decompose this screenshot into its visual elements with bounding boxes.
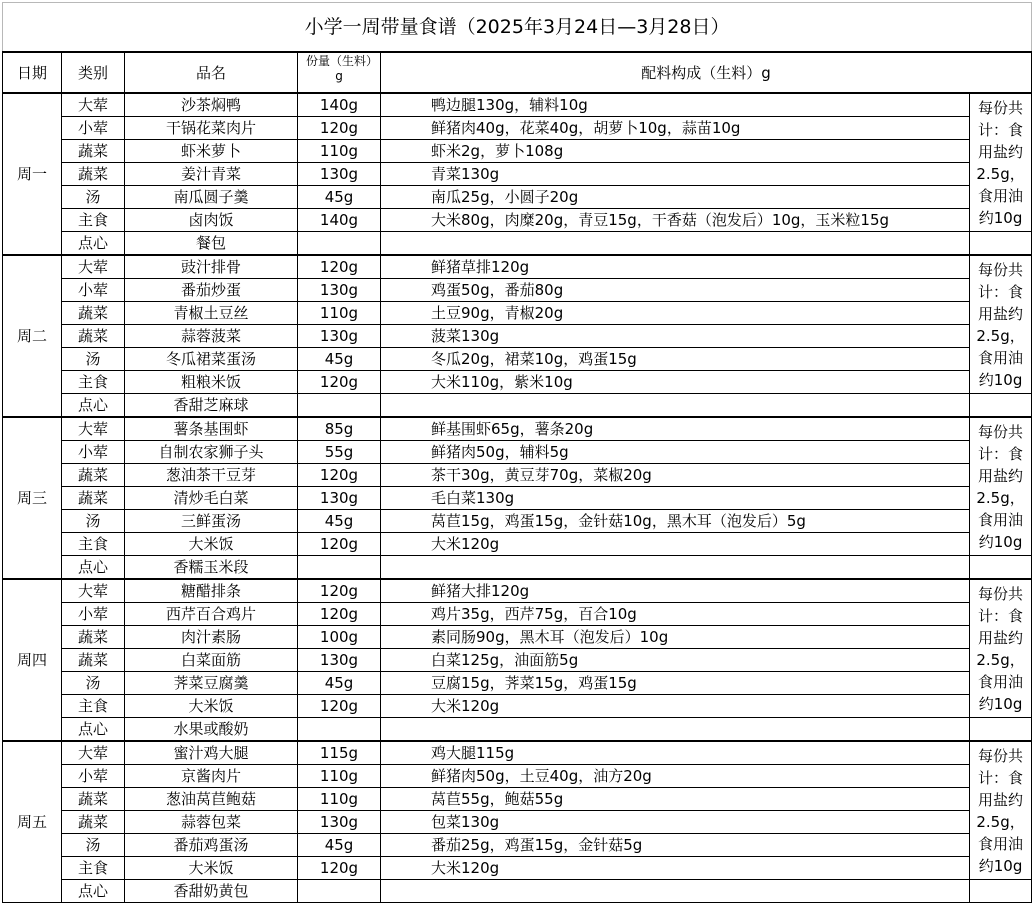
- category-cell: 点心: [62, 718, 125, 742]
- ingredients-cell: [381, 880, 970, 903]
- dish-cell: 大米饭: [125, 857, 298, 880]
- dish-cell: 冬瓜裙菜蛋汤: [125, 348, 298, 371]
- ingredients-cell: 菠菜130g: [381, 325, 970, 348]
- category-cell: 大荤: [62, 579, 125, 603]
- dish-cell: 葱油莴苣鲍菇: [125, 788, 298, 811]
- category-cell: 蔬菜: [62, 788, 125, 811]
- day-label: 周二: [3, 255, 62, 417]
- nutrition-note: 每份共计：食用盐约2.5g，食用油约10g: [970, 93, 1032, 232]
- table-row: [3, 695, 1032, 718]
- header-category: 类别: [62, 52, 125, 93]
- amount-cell: 130g: [298, 487, 381, 510]
- table-row: [3, 649, 1032, 672]
- category-cell: 大荤: [62, 741, 125, 765]
- ingredients-cell: 鲜猪肉40g，花菜40g，胡萝卜10g，蒜苗10g: [381, 117, 970, 140]
- ingredients-cell: 毛白菜130g: [381, 487, 970, 510]
- amount-cell: 130g: [298, 649, 381, 672]
- table-row: [3, 186, 1032, 209]
- table-row: [3, 371, 1032, 394]
- amount-cell: 55g: [298, 441, 381, 464]
- empty-cell: [970, 232, 1032, 256]
- ingredients-cell: 鲜猪肉50g，辅料5g: [381, 441, 970, 464]
- category-cell: 大荤: [62, 417, 125, 441]
- dish-cell: 虾米萝卜: [125, 140, 298, 163]
- amount-cell: [298, 718, 381, 742]
- category-cell: 大荤: [62, 255, 125, 279]
- table-row: [3, 788, 1032, 811]
- table-row: [3, 765, 1032, 788]
- amount-cell: 45g: [298, 186, 381, 209]
- header-dish: 品名: [125, 52, 298, 93]
- table-row: [3, 533, 1032, 556]
- category-cell: 点心: [62, 232, 125, 256]
- amount-cell: 100g: [298, 626, 381, 649]
- category-cell: 汤: [62, 834, 125, 857]
- ingredients-cell: 鸭边腿130g，辅料10g: [381, 93, 970, 117]
- ingredients-cell: 鸡蛋50g，番茄80g: [381, 279, 970, 302]
- ingredients-cell: 鲜猪草排120g: [381, 255, 970, 279]
- amount-cell: 130g: [298, 279, 381, 302]
- ingredients-cell: 大米80g，肉糜20g，青豆15g，干香菇（泡发后）10g，玉米粒15g: [381, 209, 970, 232]
- ingredients-cell: 鸡片35g，西芹75g，百合10g: [381, 603, 970, 626]
- amount-cell: [298, 880, 381, 903]
- category-cell: 汤: [62, 672, 125, 695]
- ingredients-cell: 素同肠90g，黑木耳（泡发后）10g: [381, 626, 970, 649]
- category-cell: 蔬菜: [62, 811, 125, 834]
- amount-cell: 120g: [298, 464, 381, 487]
- ingredients-cell: 莴苣55g，鲍菇55g: [381, 788, 970, 811]
- amount-cell: 85g: [298, 417, 381, 441]
- dish-cell: 蜜汁鸡大腿: [125, 741, 298, 765]
- empty-cell: [970, 556, 1032, 580]
- table-row: [3, 857, 1032, 880]
- ingredients-cell: 大米120g: [381, 857, 970, 880]
- category-cell: 大荤: [62, 93, 125, 117]
- empty-cell: [970, 394, 1032, 418]
- nutrition-note: 每份共计：食用盐约2.5g，食用油约10g: [970, 255, 1032, 394]
- table-row: [3, 626, 1032, 649]
- amount-cell: 110g: [298, 788, 381, 811]
- table-row: [3, 140, 1032, 163]
- table-row: [3, 325, 1032, 348]
- table-row: [3, 163, 1032, 186]
- amount-cell: 110g: [298, 140, 381, 163]
- table-row: [3, 741, 1032, 765]
- dish-cell: 香甜奶黄包: [125, 880, 298, 903]
- category-cell: 汤: [62, 510, 125, 533]
- dish-cell: 沙茶焖鸭: [125, 93, 298, 117]
- dish-cell: 自制农家狮子头: [125, 441, 298, 464]
- category-cell: 小荤: [62, 441, 125, 464]
- dish-cell: 姜汁青菜: [125, 163, 298, 186]
- ingredients-cell: 包菜130g: [381, 811, 970, 834]
- table-row: [3, 811, 1032, 834]
- amount-cell: 130g: [298, 163, 381, 186]
- dish-cell: 干锅花菜肉片: [125, 117, 298, 140]
- category-cell: 汤: [62, 348, 125, 371]
- dish-cell: 大米饭: [125, 533, 298, 556]
- category-cell: 蔬菜: [62, 626, 125, 649]
- ingredients-cell: [381, 556, 970, 580]
- category-cell: 小荤: [62, 603, 125, 626]
- table-row: [3, 603, 1032, 626]
- category-cell: 汤: [62, 186, 125, 209]
- amount-cell: 120g: [298, 371, 381, 394]
- dish-cell: 三鲜蛋汤: [125, 510, 298, 533]
- table-row: [3, 579, 1032, 603]
- ingredients-cell: 鲜猪大排120g: [381, 579, 970, 603]
- table-row: [3, 464, 1032, 487]
- table-row: [3, 672, 1032, 695]
- ingredients-cell: 鲜基围虾65g，薯条20g: [381, 417, 970, 441]
- category-cell: 小荤: [62, 765, 125, 788]
- header-amount-text: 份量（生料）g: [305, 54, 372, 83]
- table-row: [3, 348, 1032, 371]
- amount-cell: [298, 556, 381, 580]
- ingredients-cell: 冬瓜20g，裙菜10g，鸡蛋15g: [381, 348, 970, 371]
- dish-cell: 葱油茶干豆芽: [125, 464, 298, 487]
- amount-cell: 45g: [298, 510, 381, 533]
- dish-cell: 番茄炒蛋: [125, 279, 298, 302]
- table-row: [3, 417, 1032, 441]
- table-row: [3, 93, 1032, 117]
- table-row: [3, 302, 1032, 325]
- dish-cell: 餐包: [125, 232, 298, 256]
- category-cell: 主食: [62, 857, 125, 880]
- amount-cell: 120g: [298, 533, 381, 556]
- menu-table: [2, 2, 1032, 903]
- category-cell: 蔬菜: [62, 487, 125, 510]
- dish-cell: 蒜蓉菠菜: [125, 325, 298, 348]
- amount-cell: 45g: [298, 834, 381, 857]
- ingredients-cell: 鲜猪肉50g，土豆40g，油方20g: [381, 765, 970, 788]
- amount-cell: 130g: [298, 811, 381, 834]
- table-row: [3, 556, 1032, 580]
- category-cell: 蔬菜: [62, 464, 125, 487]
- dish-cell: 清炒毛白菜: [125, 487, 298, 510]
- table-row: [3, 279, 1032, 302]
- header-date: 日期: [3, 52, 62, 93]
- ingredients-cell: 番茄25g，鸡蛋15g，金针菇5g: [381, 834, 970, 857]
- dish-cell: 番茄鸡蛋汤: [125, 834, 298, 857]
- category-cell: 主食: [62, 533, 125, 556]
- category-cell: 蔬菜: [62, 163, 125, 186]
- category-cell: 蔬菜: [62, 302, 125, 325]
- amount-cell: [298, 394, 381, 418]
- category-cell: 小荤: [62, 279, 125, 302]
- amount-cell: 110g: [298, 765, 381, 788]
- ingredients-cell: 鸡大腿115g: [381, 741, 970, 765]
- table-row: [3, 394, 1032, 418]
- category-cell: 蔬菜: [62, 325, 125, 348]
- category-cell: 主食: [62, 209, 125, 232]
- dish-cell: 白菜面筋: [125, 649, 298, 672]
- amount-cell: 120g: [298, 603, 381, 626]
- day-label: 周一: [3, 93, 62, 255]
- dish-cell: 青椒土豆丝: [125, 302, 298, 325]
- category-cell: 蔬菜: [62, 649, 125, 672]
- dish-cell: 糖醋排条: [125, 579, 298, 603]
- amount-cell: 140g: [298, 93, 381, 117]
- day-label: 周四: [3, 579, 62, 741]
- dish-cell: 西芹百合鸡片: [125, 603, 298, 626]
- dish-cell: 香甜芝麻球: [125, 394, 298, 418]
- table-row: [3, 255, 1032, 279]
- header-amount: [298, 52, 381, 93]
- category-cell: 小荤: [62, 117, 125, 140]
- header-ingredients: 配料构成（生料）g: [381, 52, 1032, 93]
- ingredients-cell: 茶干30g，黄豆芽70g，菜椒20g: [381, 464, 970, 487]
- dish-cell: 大米饭: [125, 695, 298, 718]
- category-cell: 点心: [62, 556, 125, 580]
- empty-cell: [970, 718, 1032, 742]
- ingredients-cell: [381, 232, 970, 256]
- amount-cell: [298, 232, 381, 256]
- ingredients-cell: 土豆90g，青椒20g: [381, 302, 970, 325]
- ingredients-cell: 南瓜25g，小圆子20g: [381, 186, 970, 209]
- ingredients-cell: [381, 394, 970, 418]
- day-label: 周三: [3, 417, 62, 579]
- table-row: [3, 232, 1032, 256]
- table-row: [3, 441, 1032, 464]
- empty-cell: [970, 880, 1032, 903]
- ingredients-cell: 豆腐15g，荠菜15g，鸡蛋15g: [381, 672, 970, 695]
- amount-cell: 130g: [298, 325, 381, 348]
- category-cell: 主食: [62, 371, 125, 394]
- dish-cell: 粗粮米饭: [125, 371, 298, 394]
- nutrition-note: 每份共计：食用盐约2.5g，食用油约10g: [970, 579, 1032, 718]
- category-cell: 主食: [62, 695, 125, 718]
- dish-cell: 水果或酸奶: [125, 718, 298, 742]
- table-row: [3, 209, 1032, 232]
- ingredients-cell: 青菜130g: [381, 163, 970, 186]
- page-title: 小学一周带量食谱（2025年3月24日—3月28日）: [3, 3, 1032, 53]
- table-row: [3, 834, 1032, 857]
- dish-cell: 蒜蓉包菜: [125, 811, 298, 834]
- category-cell: 点心: [62, 880, 125, 903]
- dish-cell: 卤肉饭: [125, 209, 298, 232]
- amount-cell: 110g: [298, 302, 381, 325]
- ingredients-cell: 大米120g: [381, 533, 970, 556]
- dish-cell: 京酱肉片: [125, 765, 298, 788]
- ingredients-cell: [381, 718, 970, 742]
- amount-cell: 140g: [298, 209, 381, 232]
- amount-cell: 120g: [298, 117, 381, 140]
- amount-cell: 45g: [298, 672, 381, 695]
- ingredients-cell: 大米120g: [381, 695, 970, 718]
- amount-cell: 120g: [298, 579, 381, 603]
- table-row: [3, 510, 1032, 533]
- day-label: 周五: [3, 741, 62, 903]
- dish-cell: 南瓜圆子羹: [125, 186, 298, 209]
- table-row: [3, 487, 1032, 510]
- category-cell: 蔬菜: [62, 140, 125, 163]
- table-row: [3, 880, 1032, 903]
- category-cell: 点心: [62, 394, 125, 418]
- dish-cell: 肉汁素肠: [125, 626, 298, 649]
- nutrition-note: 每份共计：食用盐约2.5g，食用油约10g: [970, 741, 1032, 880]
- amount-cell: 115g: [298, 741, 381, 765]
- ingredients-cell: 莴苣15g，鸡蛋15g，金针菇10g，黑木耳（泡发后）5g: [381, 510, 970, 533]
- amount-cell: 45g: [298, 348, 381, 371]
- amount-cell: 120g: [298, 255, 381, 279]
- ingredients-cell: 大米110g，紫米10g: [381, 371, 970, 394]
- table-row: [3, 117, 1032, 140]
- amount-cell: 120g: [298, 857, 381, 880]
- ingredients-cell: 虾米2g，萝卜108g: [381, 140, 970, 163]
- dish-cell: 薯条基围虾: [125, 417, 298, 441]
- amount-cell: 120g: [298, 695, 381, 718]
- dish-cell: 香糯玉米段: [125, 556, 298, 580]
- ingredients-cell: 白菜125g，油面筋5g: [381, 649, 970, 672]
- nutrition-note: 每份共计：食用盐约2.5g，食用油约10g: [970, 417, 1032, 556]
- dish-cell: 荠菜豆腐羹: [125, 672, 298, 695]
- table-row: [3, 718, 1032, 742]
- dish-cell: 豉汁排骨: [125, 255, 298, 279]
